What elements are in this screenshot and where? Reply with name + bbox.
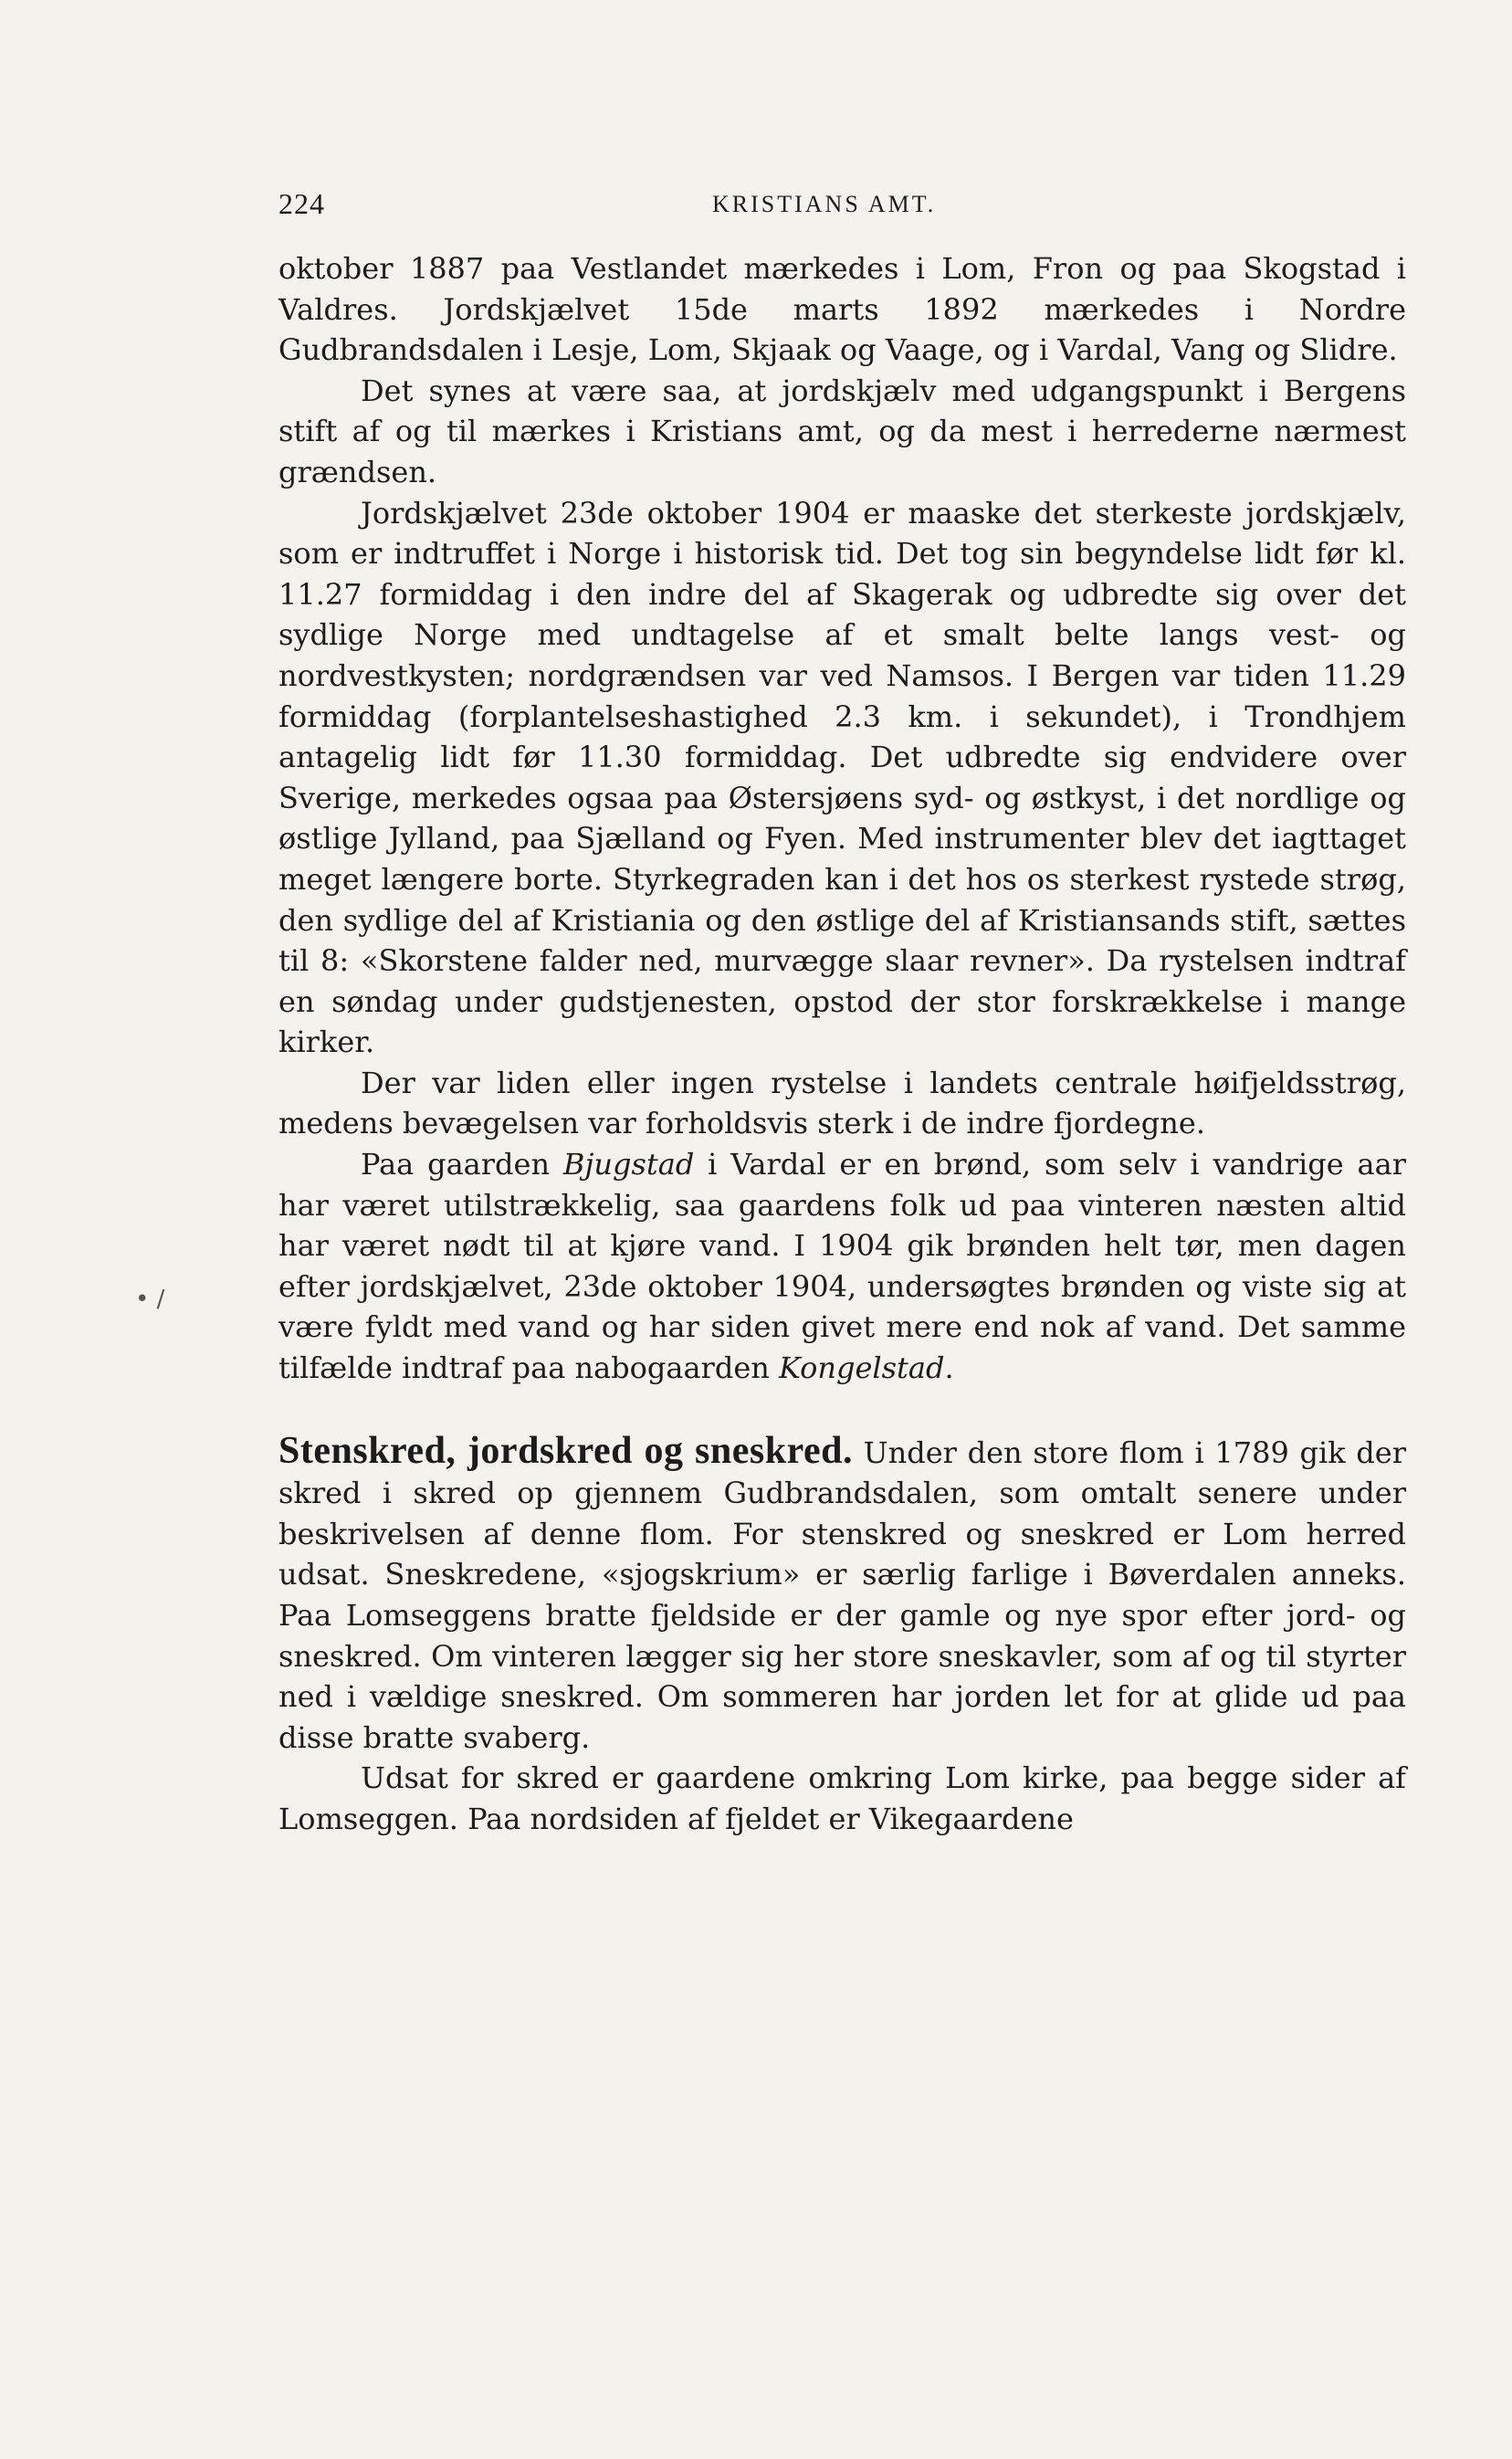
paragraph — [278, 1431, 1406, 1759]
paragraph: Der var liden eller ingen rystelse i landets centrale høifjeldsstrøg, medens bevægelsen var forholdsvis sterk i de indre fjordegne. — [278, 1065, 1406, 1141]
text-run: . — [944, 1350, 954, 1386]
text-run: Under den store flom i 1789 gik der skred i skred op gjennem Gudbrandsdalen, som omtalt senere under beskrivelsen af denne flom. For stenskred og sneskred er Lom herred udsat. Sneskredene, «sjogskrium» er særlig farlige i Bøverdalen anneks. Paa Lomseggens bratte fjeldside er der gamle og nye spor efter jord- og sneskred. Om vinteren lægger sig her store sneskavler, som af og til styrter ned i vældige sneskred. Om sommeren har jorden let for at glide ud paa disse bratte svaberg. — [278, 1434, 1406, 1755]
section-heading: Stenskred, jordskred og sneskred. — [278, 1429, 853, 1472]
farm-name: Kongelstad — [779, 1350, 945, 1386]
farm-name: Bjugstad — [562, 1147, 695, 1182]
paragraph: Jordskjælvet 23de oktober 1904 er maaske det sterkeste jordskjælv, som er indtruffet i Norge i historisk tid. Det tog sin begyndelse lidt før kl. 11.27 formiddag i den indre del af Skagerak og udbredte sig over det sydlige Norge med undtagelse af et smalt belte langs vest- og nordvestkysten; nordgrændsen var ved Namsos. I Bergen var tiden 11.29 formiddag (forplantelseshastighed 2.3 km. i sekundet), i Trondhjem antagelig lidt før 11.30 formiddag. Det udbredte sig endvidere over Sverige, merkedes ogsaa paa Østersjøens syd- og østkyst, i det nordlige og østlige Jylland, paa Sjælland og Fyen. Med instrumenter blev det iagttaget meget længere borte. Styrkegraden kan i det hos os sterkest rystede strøg, den sydlige del af Kristiania og den østlige del af Kristiansands stift, sættes til 8: «Skorstene falder ned, murvægge slaar revner». Da rystelsen indtraf en søndag under gudstjenesten, opstod der stor forskrækkelse i mange kirker. — [278, 495, 1406, 1060]
text-run: i Vardal er en brønd, som selv i vandrige aar har været utilstrækkelig, saa gaardens folk ud paa vinteren næsten altid har været nødt til at kjøre vand. I 1904 gik brønden helt tør, men dagen efter jordskjælvet, 23de oktober 1904, undersøgtes brønden og viste sig at være fyldt med vand og har siden givet mere end nok af vand. Det samme tilfælde indtraf paa nabogaarden — [278, 1147, 1407, 1386]
paragraph — [278, 1144, 1406, 1389]
page-number: 224 — [278, 187, 325, 220]
running-title: KRISTIANS AMT. — [712, 191, 937, 217]
paragraph: Det synes at være saa, at jordskjælv med udgangspunkt i Bergens stift af og til mærkes i Kristians amt, og da mest i herrederne nærmest grændsen. — [278, 373, 1406, 489]
page-header — [278, 187, 1406, 224]
body-text — [278, 248, 1406, 1840]
text-run: Paa gaarden — [361, 1147, 563, 1182]
paragraph: Udsat for skred er gaardene omkring Lom kirke, paa begge sider af Lomseggen. Paa nordsiden af fjeldet er Vikegaardene — [278, 1760, 1406, 1836]
margin-mark: • / — [135, 1286, 165, 1313]
paragraph: oktober 1887 paa Vestlandet mærkedes i Lom, Fron og paa Skogstad i Valdres. Jordskjælvet 15de marts 1892 mærkedes i Nordre Gudbrandsdalen i Lesje, Lom, Skjaak og Vaage, og i Vardal, Vang og Slidre. — [278, 251, 1406, 368]
